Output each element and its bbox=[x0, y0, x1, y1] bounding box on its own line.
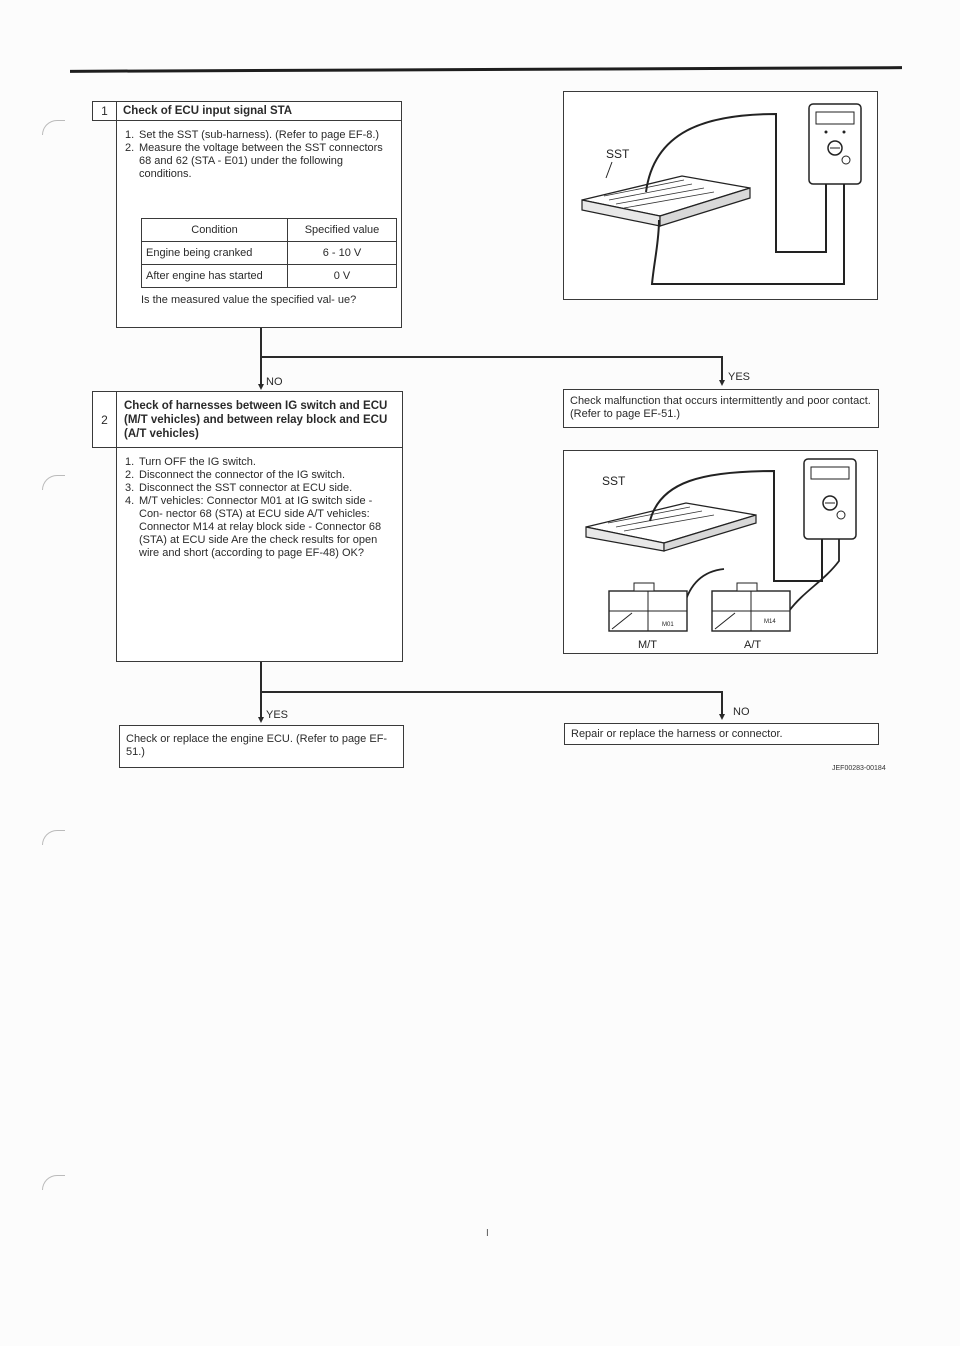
at-connector bbox=[712, 583, 790, 631]
step2-header-box bbox=[92, 391, 403, 448]
step1-instructions bbox=[125, 129, 393, 181]
table-cell: After engine has started bbox=[142, 265, 288, 288]
figure-sst-measurement-2 bbox=[563, 450, 878, 654]
result2-no-text: Repair or replace the harness or connector. bbox=[571, 728, 783, 740]
margin-mark bbox=[42, 1175, 65, 1190]
page-mark: I bbox=[486, 1228, 489, 1239]
step1-body-box bbox=[116, 120, 402, 328]
margin-mark bbox=[42, 830, 65, 845]
arrow-down-icon bbox=[719, 714, 725, 720]
result1-yes-text: Check malfunction that occurs intermittently and poor contact. (Refer to page EF-51.) bbox=[570, 395, 871, 420]
m01-label: M01 bbox=[662, 622, 674, 628]
step1-question: Is the measured value the specified val- ue? bbox=[141, 294, 357, 306]
step2-instruction: 1. Turn OFF the IG switch. bbox=[125, 456, 256, 468]
flow-connector bbox=[721, 356, 723, 382]
harness-check-illustration bbox=[564, 451, 879, 655]
step2-body-box bbox=[116, 447, 403, 662]
result2-yes-text: Check or replace the engine ECU. (Refer to page EF-51.) bbox=[126, 733, 388, 758]
step1-header-box bbox=[92, 101, 402, 121]
sst-label: SST bbox=[606, 147, 630, 161]
figure-sst-measurement-1 bbox=[563, 91, 878, 300]
mt-connector bbox=[609, 583, 687, 631]
step1-title: Check of ECU input signal STA bbox=[123, 105, 293, 117]
step1-instruction: 1. Set the SST (sub-harness). (Refer to page EF-8.) bbox=[125, 129, 380, 141]
table-cell: Engine being cranked bbox=[142, 242, 288, 265]
flow-connector bbox=[260, 356, 262, 386]
step2-instructions bbox=[125, 456, 397, 560]
table-cell: 6 - 10 V bbox=[288, 242, 397, 265]
step2-title: Check of harnesses between IG switch and ECU (M/T vehicles) and between relay block and ECU (A/T vehicles) bbox=[124, 400, 388, 440]
step2-instruction: 4. M/T vehicles: Connector M01 at IG switch side - Con- nector 68 (STA) at ECU side A/T vehicles: Connector M14 at relay block side - Connector 68 (STA) at ECU side Are the check results for open wire and short (according to page EF-48) OK? bbox=[125, 495, 382, 559]
flow-connector bbox=[260, 662, 262, 692]
flow-connector bbox=[260, 356, 722, 358]
header-rule bbox=[70, 66, 902, 73]
table-header-row bbox=[142, 219, 397, 242]
flow-connector bbox=[260, 328, 262, 356]
table-cell: 0 V bbox=[288, 265, 397, 288]
step2-instruction: 3. Disconnect the SST connector at ECU side. bbox=[125, 482, 353, 494]
step2-number: 2 bbox=[93, 392, 117, 447]
table-header-cell: Condition bbox=[142, 219, 288, 242]
branch1-no-label: NO bbox=[266, 376, 283, 388]
table-row bbox=[142, 265, 397, 288]
flow-connector bbox=[260, 691, 722, 693]
arrow-down-icon bbox=[258, 384, 264, 390]
sst-label: SST bbox=[602, 474, 626, 488]
mt-label: M/T bbox=[638, 639, 657, 651]
figure-code: JEF00283-00184 bbox=[832, 765, 886, 772]
arrow-down-icon bbox=[719, 380, 725, 386]
margin-mark bbox=[42, 120, 65, 135]
margin-mark bbox=[42, 475, 65, 490]
condition-table bbox=[141, 218, 397, 288]
step1-instruction: 2. Measure the voltage between the SST connectors 68 and 62 (STA - E01) under the following conditions. bbox=[125, 142, 383, 180]
step1-number: 1 bbox=[93, 102, 117, 120]
branch1-yes-label: YES bbox=[728, 371, 751, 383]
table-row bbox=[142, 242, 397, 265]
at-label: A/T bbox=[744, 639, 762, 651]
branch2-yes-label: YES bbox=[266, 709, 289, 721]
step2-instruction: 2. Disconnect the connector of the IG switch. bbox=[125, 469, 346, 481]
flow-connector bbox=[260, 691, 262, 719]
result2-no-box bbox=[564, 723, 879, 745]
result2-yes-box bbox=[119, 725, 404, 768]
branch2-no-label: NO bbox=[733, 706, 750, 718]
table-header-cell: Specified value bbox=[288, 219, 397, 242]
arrow-down-icon bbox=[258, 717, 264, 723]
sst-harness-illustration bbox=[564, 92, 879, 301]
result1-yes-box bbox=[563, 389, 879, 428]
m14-label: M14 bbox=[764, 619, 776, 625]
